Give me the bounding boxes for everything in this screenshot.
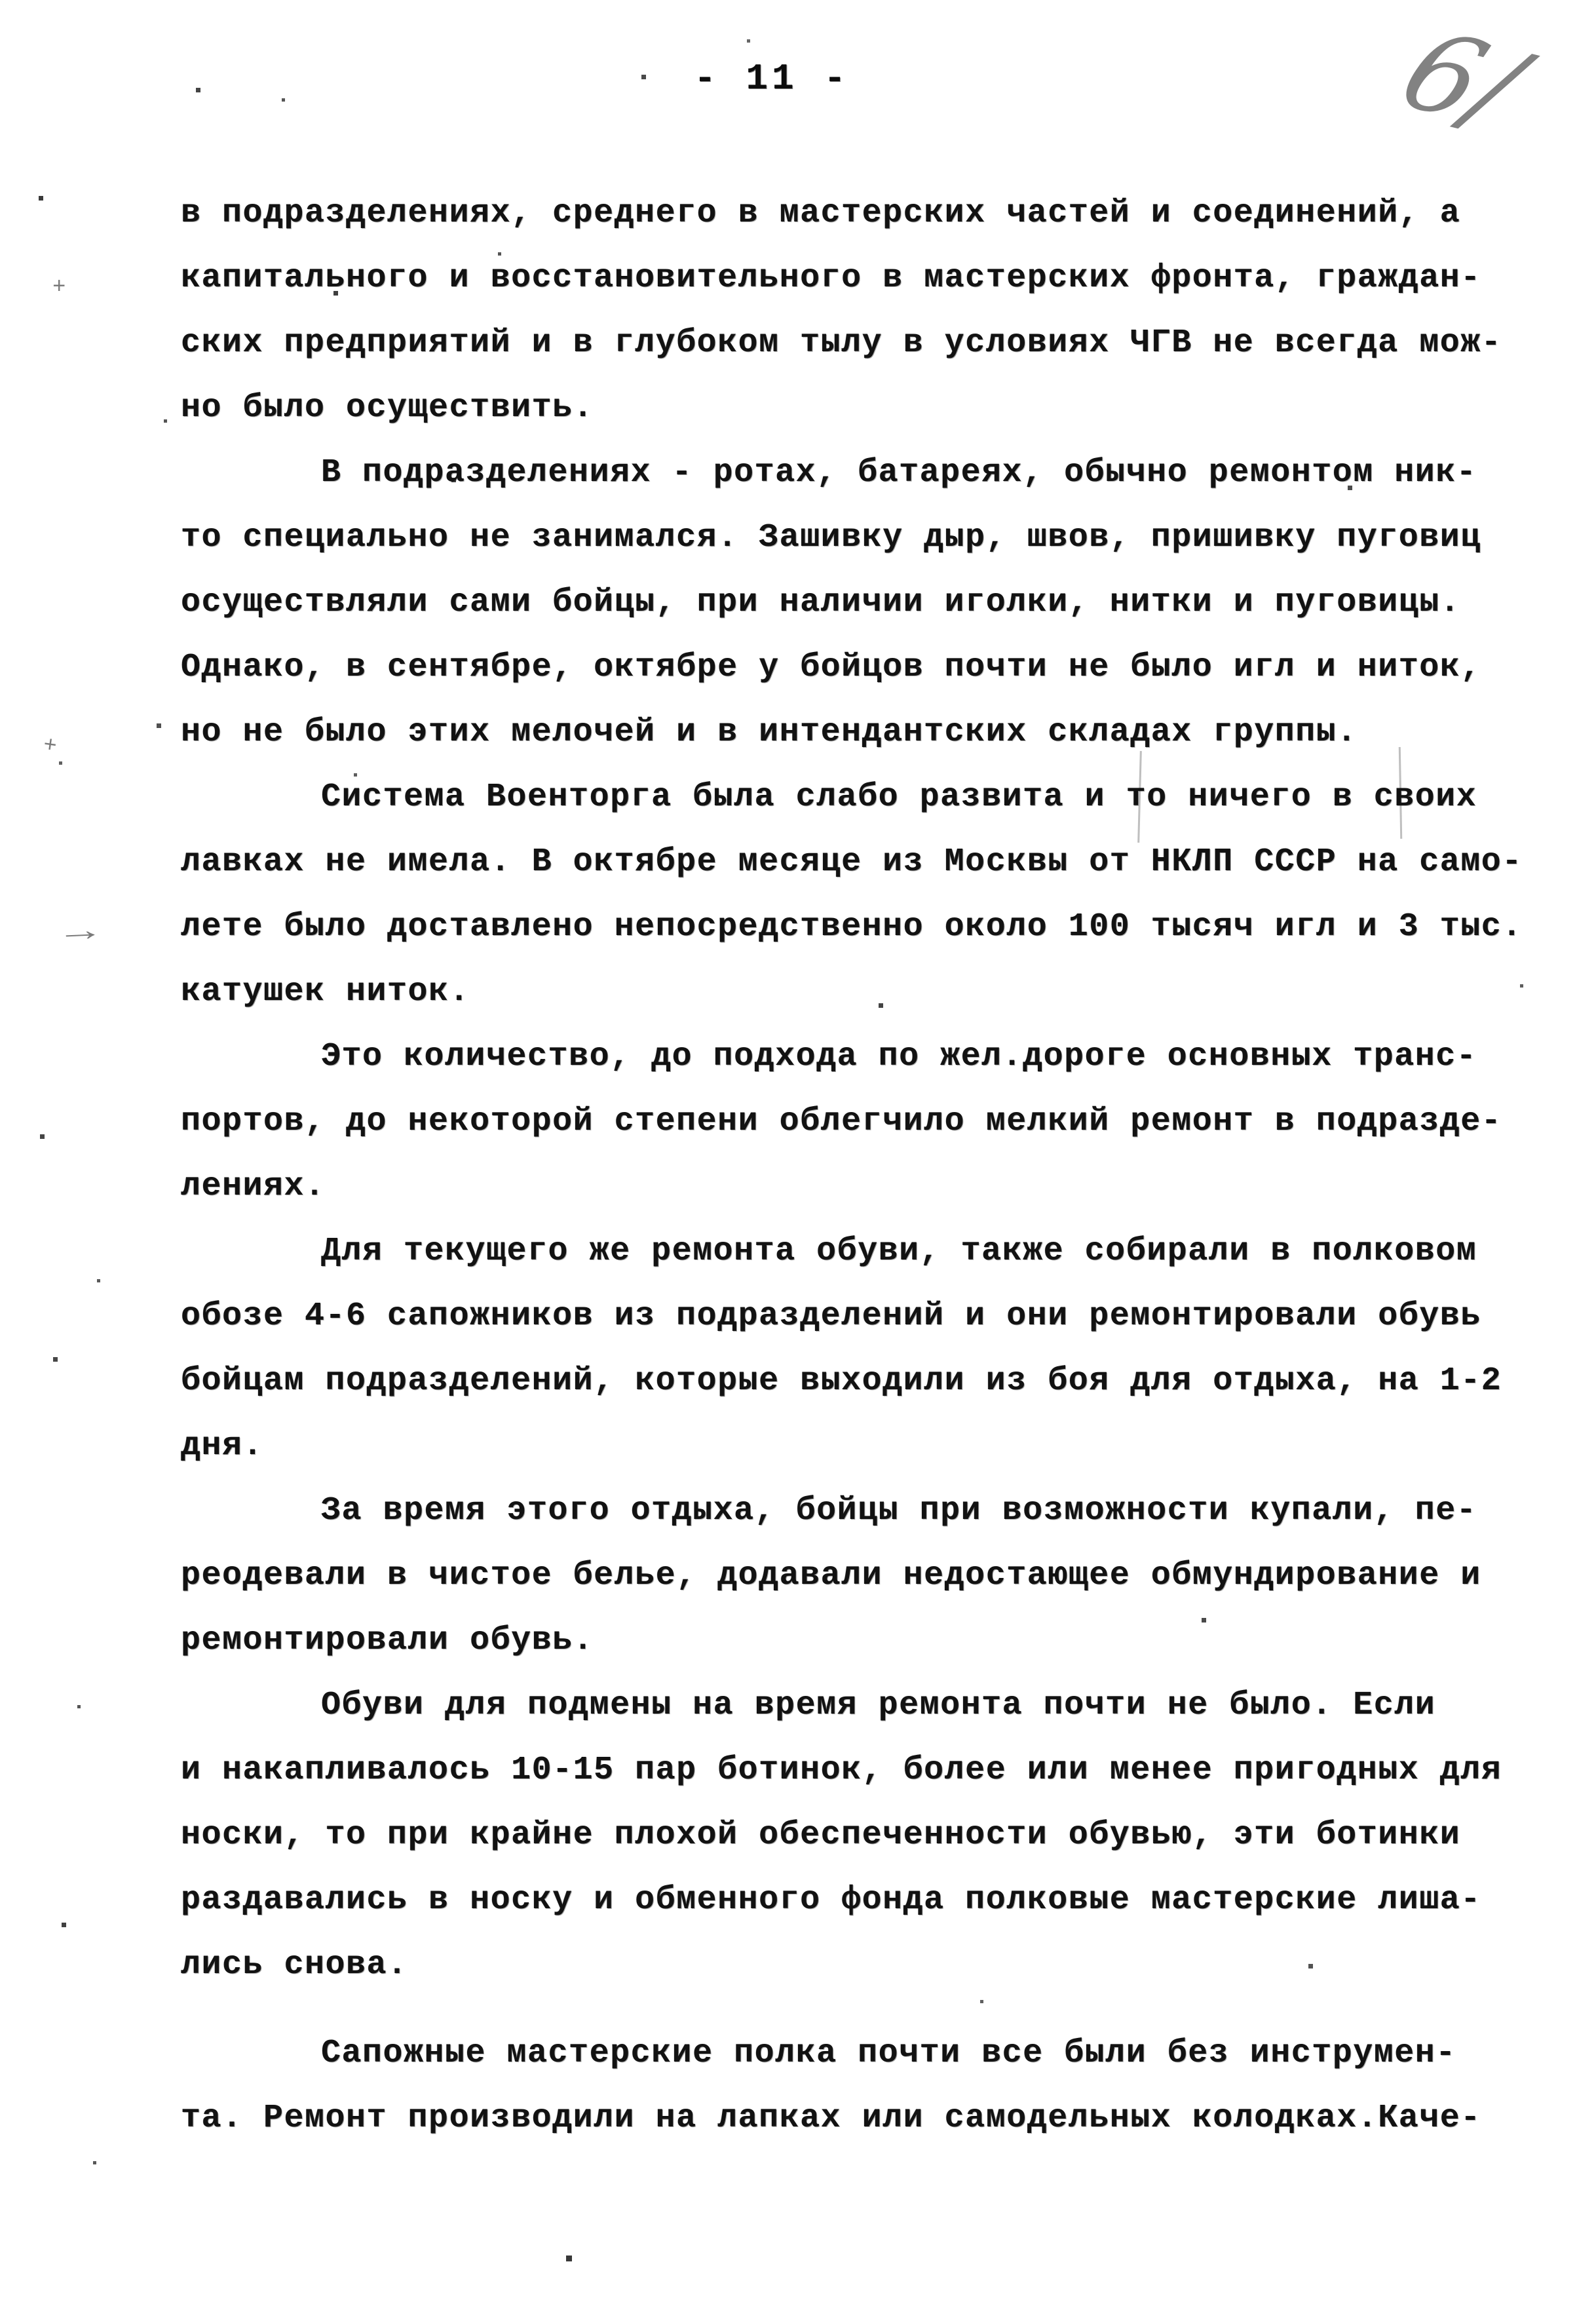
text-line: лись снова. <box>181 1946 408 1984</box>
text-line: та. Ремонт производили на лапках или самодельных колодках.Каче- <box>181 2100 1481 2137</box>
text-line: ских предприятий и в глубоком тылу в условиях ЧГВ не всегда мож- <box>181 324 1502 362</box>
text-line: но было осуществить. <box>181 389 594 427</box>
text-line: портов, до некоторой степени облегчило мелкий ремонт в подразде- <box>181 1103 1502 1140</box>
text-line: но не было этих мелочей и в интендантских складах группы. <box>181 714 1358 751</box>
text-line: лавках не имела. В октябре месяце из Москвы от НКЛП СССР на само- <box>181 843 1523 881</box>
text-line: носки, то при крайне плохой обеспеченности обувью, эти ботинки <box>181 1816 1461 1854</box>
text-line: лете было доставлено непосредственно около 100 тысяч игл и 3 тыс. <box>181 908 1523 946</box>
pencil-plus-mark: + <box>41 733 58 760</box>
text-line: капитального и восстановительного в мастерских фронта, граждан- <box>181 259 1481 297</box>
text-line: Система Военторга была слабо развита и то ничего в своих <box>321 778 1477 816</box>
text-line: бойцам подразделений, которые выходили из боя для отдыха, на 1-2 <box>181 1362 1502 1400</box>
text-line: Для текущего же ремонта обуви, также собирали в полковом <box>321 1233 1477 1270</box>
text-line: и накапливалось 10-15 пар ботинок, более или менее пригодных для <box>181 1752 1502 1789</box>
text-line: реодевали в чистое белье, додавали недостающее обмундирование и <box>181 1557 1481 1594</box>
scan-noise <box>0 0 3 3</box>
page-number: - 11 - <box>694 58 850 100</box>
text-line: то специально не занимался. Зашивку дыр, швов, пришивку пуговиц <box>181 519 1481 556</box>
text-line: раздавались в носку и обменного фонда полковые мастерские лиша- <box>181 1881 1481 1919</box>
text-line: лениях. <box>181 1168 326 1205</box>
text-line: В подразделениях - ротах, батареях, обычно ремонтом ник- <box>321 454 1477 491</box>
text-line: Сапожные мастерские полка почти все были без инструмен- <box>321 2035 1456 2072</box>
text-line: ремонтировали обувь. <box>181 1622 594 1659</box>
text-line: За время этого отдыха, бойцы при возможности купали, пе- <box>321 1492 1477 1529</box>
handwritten-corner-mark: 6/ <box>1383 7 1541 153</box>
text-line: Это количество, до подхода по жел.дороге основных транс- <box>321 1038 1477 1075</box>
text-line: в подразделениях, среднего в мастерских частей и соединений, а <box>181 195 1461 232</box>
text-line: обозе 4-6 сапожников из подразделений и они ремонтировали обувь <box>181 1297 1481 1335</box>
pencil-plus-mark: + <box>52 275 66 300</box>
text-line: осуществляли сами бойцы, при наличии иголки, нитки и пуговицы. <box>181 584 1461 621</box>
text-line: Однако, в сентябре, октябре у бойцов почти не было игл и ниток, <box>181 649 1481 686</box>
document-body <box>181 181 1544 2151</box>
text-line: катушек ниток. <box>181 973 470 1010</box>
pencil-arrow-mark: → <box>64 915 96 950</box>
text-line: дня. <box>181 1427 264 1465</box>
text-line: Обуви для подмены на время ремонта почти не было. Если <box>321 1687 1436 1724</box>
